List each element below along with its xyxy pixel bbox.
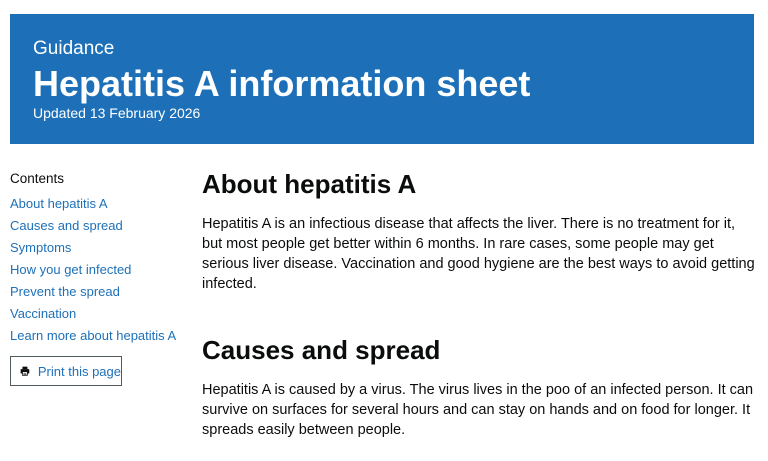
section-heading-about: About hepatitis A <box>202 169 417 199</box>
print-page-button[interactable] <box>10 356 122 386</box>
print-page-label: Print this page <box>37 363 121 379</box>
page-header-banner <box>10 14 754 144</box>
contents-link-symptoms[interactable]: Symptoms <box>10 240 72 255</box>
page-title: Hepatitis A information sheet <box>33 63 531 104</box>
section-heading-causes: Causes and spread <box>202 335 441 365</box>
contents-link-prevent[interactable]: Prevent the spread <box>10 284 120 299</box>
contents-nav <box>10 170 190 347</box>
section-body-about: Hepatitis A is an infectious disease that affects the liver. There is no treatment for it, but most people get better within 6 months. In rare cases, some people may get serious liver disease. Vaccination and good hygiene are the best ways to avoid getting infected. <box>202 216 755 292</box>
contents-link-about[interactable]: About hepatitis A <box>10 196 108 211</box>
printer-icon <box>20 364 30 378</box>
contents-list <box>10 193 190 347</box>
page-caption: Guidance <box>33 38 115 59</box>
section-body-causes: Hepatitis A is caused by a virus. The virus lives in the poo of an infected person. It can survive on surfaces for several hours and can stay on hands and on food for longer. It spreads easily between people. <box>202 382 754 438</box>
contents-link-infected[interactable]: How you get infected <box>10 262 132 277</box>
updated-date: Updated 13 February 2026 <box>33 105 201 121</box>
contents-link-causes[interactable]: Causes and spread <box>10 218 123 233</box>
contents-link-learn-more[interactable]: Learn more about hepatitis A <box>10 328 177 343</box>
contents-link-vaccination[interactable]: Vaccination <box>10 306 77 321</box>
contents-heading: Contents <box>10 171 65 186</box>
